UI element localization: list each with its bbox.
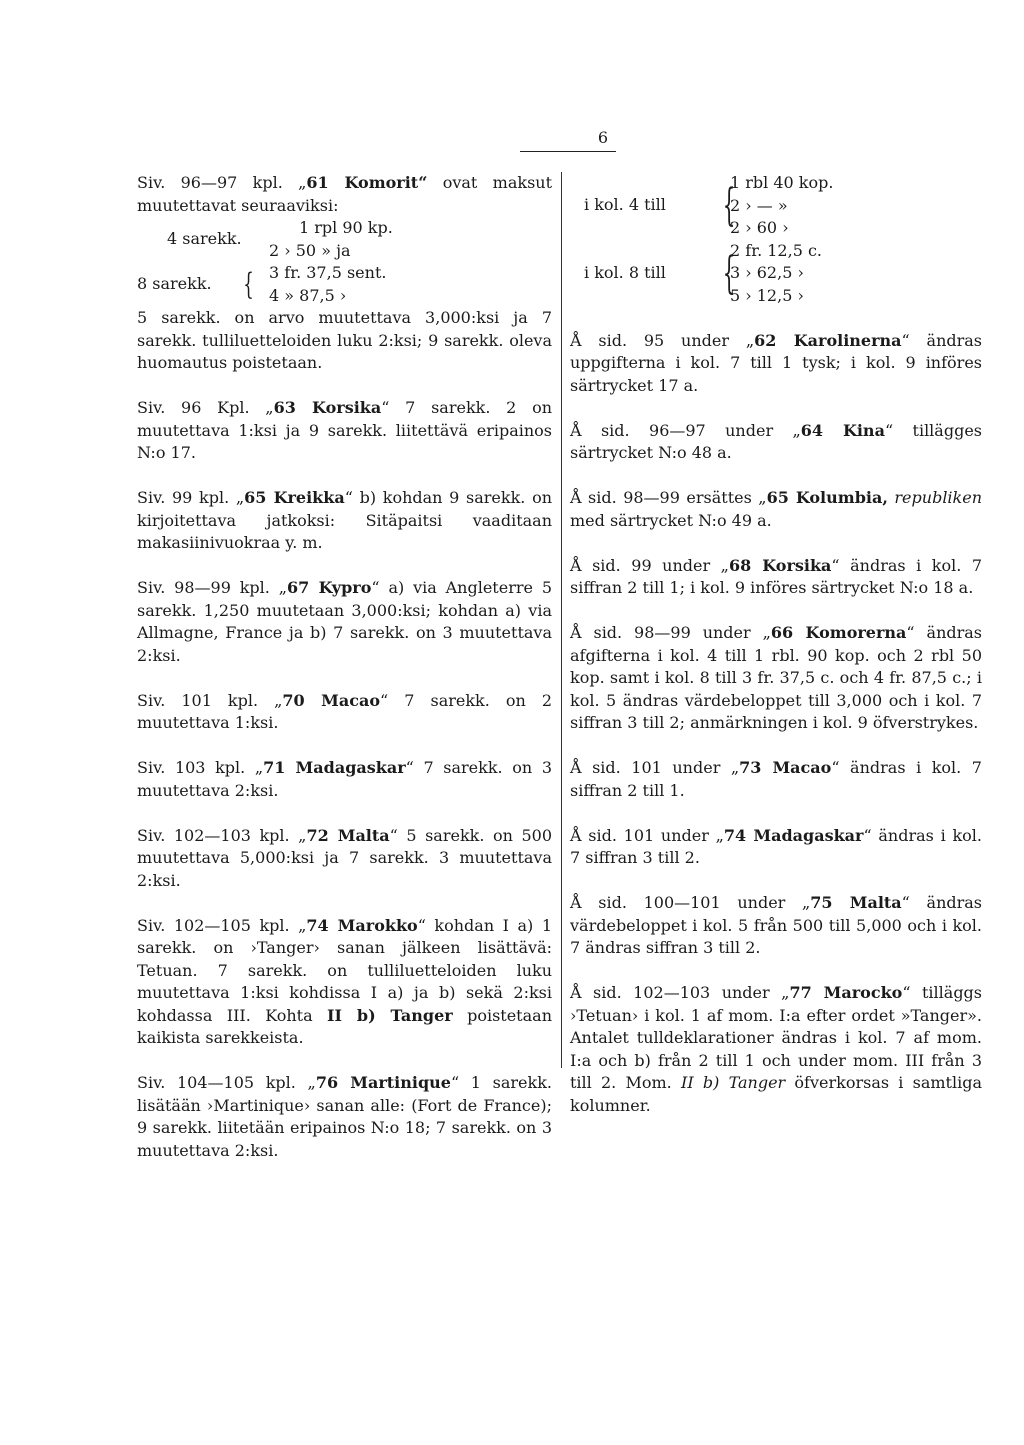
column-divider <box>561 172 562 1068</box>
right-column <box>570 172 982 1117</box>
kol-8-rates: i kol. 8 till { 2 fr. 12,5 c. 3 › 62,5 › 5 › 12,5 › <box>570 240 982 308</box>
brace-icon: { <box>722 247 736 299</box>
entry-74-madagaskar: Å sid. 101 under „74 Madagaskar“ ändras i kol. 7 siffran 3 till 2. <box>570 825 982 867</box>
entry-76-martinique: Siv. 104—105 kpl. „76 Martinique“ 1 sarekk. lisätään ›Martinique› sanan alle: (Fort de France); 9 sarekk. liitetään eripainos N:o 18; 7 sarekk. on 3 muutettava 2:ksi. <box>137 1073 552 1160</box>
entry-62-karolinerna: Å sid. 95 under „62 Karolinerna“ ändras uppgifterna i kol. 7 till 1 tysk; i kol. 9 införes särtrycket 17 a. <box>570 330 983 395</box>
entry-61-komorit: Siv. 96—97 kpl. „61 Komorit“ ovat maksut muutettavat seuraaviksi: <box>137 173 553 215</box>
page-number: 6 <box>597 128 609 147</box>
kol-4-rates: i kol. 4 till { 1 rbl 40 kop. 2 › — » 2 › 60 › <box>570 172 982 240</box>
rates-4-sarekk: 4 sarekk. 1 rpl 90 kp. 2 › 50 » ja <box>167 218 393 260</box>
entry-73-macao: Å sid. 101 under „73 Macao“ ändras i kol. 7 siffran 2 till 1. <box>570 758 982 800</box>
entry-66-komorerna: Å sid. 98—99 under „66 Komorerna“ ändras afgifterna i kol. 4 till 1 rbl. 90 kop. och 2 rbl 50 kop. samt i kol. 8 till 3 fr. 37,5 c. och 4 fr. 87,5 c.; i kol. 5 ändras värdebeloppet till 3,000 och i kol. 7 siffran 3 till 2; anmärkningen i kol. 9 öfverstrykes. <box>570 623 983 732</box>
entry-65-kreikka: Siv. 99 kpl. „65 Kreikka“ b) kohdan 9 sarekk. on kirjoitettava jatkoksi: Sitäpaitsi vaaditaan makasiinivuokraa y. m. <box>137 488 553 552</box>
entry-75-malta: Å sid. 100—101 under „75 Malta“ ändras värdebeloppet i kol. 5 från 500 till 5,000 och i kol. 7 ändras siffran 3 till 2. <box>570 893 983 957</box>
entry-70-macao: Siv. 101 kpl. „70 Macao“ 7 sarekk. on 2 muutettava 1:ksi. <box>137 690 553 732</box>
brace-icon: { <box>243 267 254 302</box>
brace-icon: { <box>722 180 736 231</box>
left-column <box>137 172 552 1162</box>
entry-63-korsika: Siv. 96 Kpl. „63 Korsika“ 7 sarekk. 2 on muutettava 1:ksi ja 9 sarekk. liitettävä eripainos N:o 17. <box>137 398 553 462</box>
rates-8-sarekk: 8 sarekk. { 3 fr. 37,5 sent. 4 » 87,5 › <box>137 262 552 307</box>
header-rule <box>520 151 616 152</box>
entry-64-kina: Å sid. 96—97 under „64 Kina“ tillägges särtrycket N:o 48 a. <box>570 420 983 462</box>
entry-65-kolumbia: Å sid. 98—99 ersättes „65 Kolumbia, republiken med särtrycket N:o 49 a. <box>570 488 983 530</box>
entry-68-korsika: Å sid. 99 under „68 Korsika“ ändras i kol. 7 siffran 2 till 1; i kol. 9 införes särtrycket N:o 18 a. <box>570 555 983 597</box>
entry-71-madagaskar: Siv. 103 kpl. „71 Madagaskar“ 7 sarekk. on 3 muutettava 2:ksi. <box>137 758 552 800</box>
entry-67-kypro: Siv. 98—99 kpl. „67 Kypro“ a) via Angleterre 5 sarekk. 1,250 muutetaan 3,000:ksi; kohdan a) via Allmagne, France ja b) 7 sarekk. on 3 muutettava 2:ksi. <box>137 578 553 665</box>
entry-61-rest: 5 sarekk. on arvo muutettava 3,000:ksi ja 7 sarekk. tulliluetteloiden luku 2:ksi; 9 sarekk. oleva huomautus poistetaan. <box>137 308 552 372</box>
entry-74-marokko: Siv. 102—105 kpl. „74 Marokko“ kohdan I a) 1 sarekk. on ›Tanger› sanan jälkeen lisättävä: Tetuan. 7 sarekk. on tulliluetteloiden luku muutettava 1:ksi kohdissa I a) ja b) sekä 2:ksi kohdassa III. Kohta II b) Tanger poistetaan kaikista sarekkeista. <box>137 915 553 1047</box>
entry-72-malta: Siv. 102—103 kpl. „72 Malta“ 5 sarekk. on 500 muutettava 5,000:ksi ja 7 sarekk. 3 muutettava 2:ksi. <box>137 825 552 890</box>
entry-77-marocko: Å sid. 102—103 under „77 Marocko“ tilläggs ›Tetuan› i kol. 1 af mom. I:a efter ordet »Tanger». Antalet tulldeklarationer ändras i kol. 7 af mom. I:a och b) från 2 till 1 och under mom. III från 3 till 2. Mom. II b) Tanger öfverkorsas i samtliga kolumner. <box>570 983 983 1115</box>
